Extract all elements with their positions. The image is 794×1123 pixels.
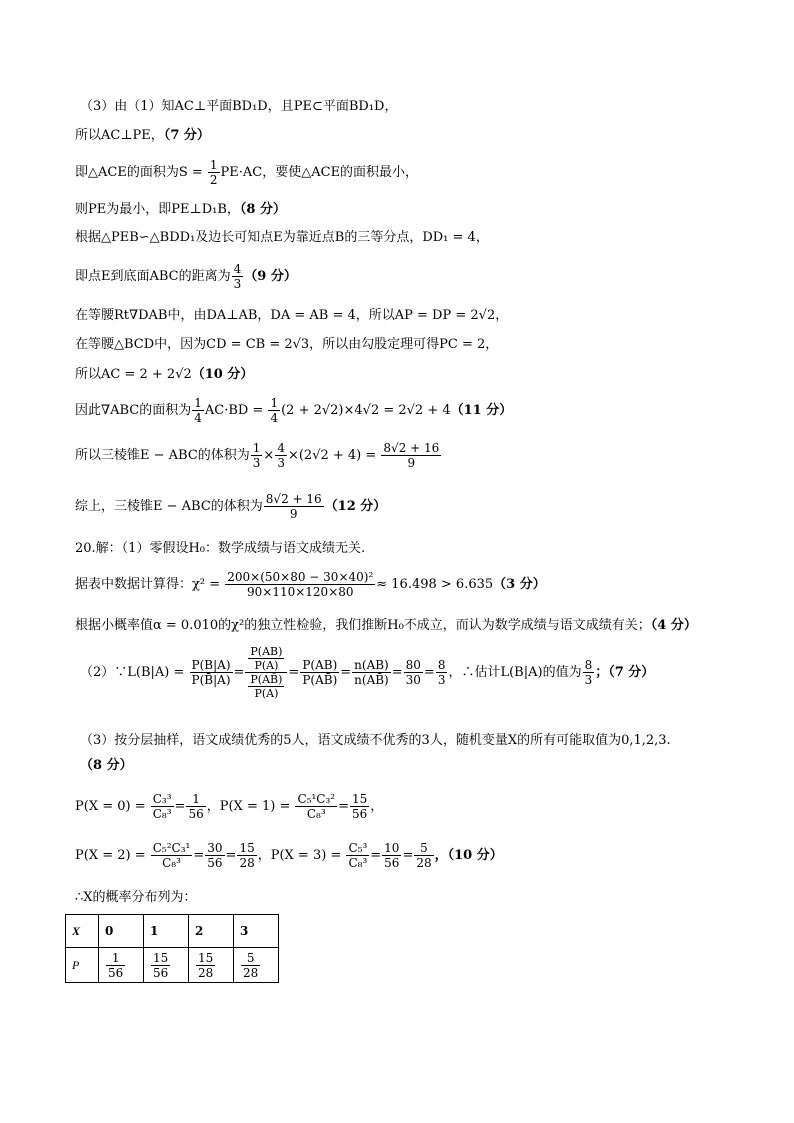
fraction: $\frac{8}{3}$ (584, 658, 593, 687)
line-area-ace: 即△ACE的面积为S = $\frac{1}{2}$ PE·AC，要使△ACE的面积最小， (75, 158, 419, 187)
fraction: $\frac{1}{2}$ (209, 158, 218, 187)
line-part3-premise: （3）由（1）知AC⊥平面BD₁D，且PE⊂平面BD₁D， (80, 99, 398, 114)
fraction: $\frac{30}{56}$ (207, 841, 223, 870)
line-area-abc: 因此∇ABC的面积为 $\frac{1}{4}$ AC·BD = $\frac{1}{4}$ (2 + 2√2)×4√2 = 2√2 + 4（11 分） (75, 396, 513, 425)
line-p-x0-x1: P(X = 0) = $\frac{\text{C₃³}}{\text{C₈³}}$ = $\frac{1}{56}$ ，P(X = 1) = $\frac{\text{C₅¹C₃²}}{\text{C₈³}}$ = $\frac{15}{56}$ ， (75, 792, 384, 821)
line-pe-min: 则PE为最小，即PE⊥D₁B，（8 分） (75, 202, 286, 217)
line-conclusion: 综上，三棱锥E − ABC的体积为 $\frac{8√2 + 16}{9}$ （12 分） (75, 492, 387, 521)
line-distribution-intro: ∴X的概率分布列为： (75, 890, 197, 905)
table-header-cell: 1 (144, 915, 189, 948)
table-header-cell: 2 (189, 915, 234, 948)
fraction: $\frac{15}{28}$ (239, 841, 255, 870)
fraction: $\frac{\text{C₃³}}{\text{C₈³}}$ (152, 792, 172, 821)
fraction: $\frac{10}{56}$ (384, 841, 400, 870)
fraction: $\frac{1}{3}$ (252, 441, 261, 470)
table-header-cell: X (66, 915, 99, 948)
line-similar-triangles: 根据△PEB∽△BDD₁及边长可知点E为靠近点B的三等分点，DD₁ = 4， (75, 230, 489, 245)
compound-fraction: $\frac{\frac{P(AB)}{P(A)}}{\frac{P(AB̄)}{P(A)}}$ (245, 645, 287, 700)
fraction: $\frac{P(AB)}{P(AB̄)}$ (302, 658, 338, 687)
table-header-row (66, 915, 279, 948)
fraction: $\frac{15}{56}$ (351, 792, 368, 821)
line-stratified-sampling: （3）按分层抽样，语文成绩优秀的5人，语文成绩不优秀的3人，随机变量X的所有可能取值为0,1,2,3. (80, 733, 671, 748)
fraction: $\frac{5}{28}$ (416, 841, 432, 870)
line-ac-value: 所以AC = 2 + 2√2（10 分） (75, 367, 254, 382)
line-chi-square: 据表中数据计算得：χ² = $\frac{\text{200×(50×80 − 30×40)²}}{90\times 110\times 120\times 80}$ ≈ 16.498 > 6.635（3 分） (75, 570, 546, 599)
fraction: $\frac{\text{C₅¹C₃²}}{\text{C₈³}}$ (297, 792, 336, 821)
line-volume: 所以三棱锥E − ABC的体积为 $\frac{1}{3}$ × $\frac{4}{3}$ ×(2√2 + 4) = $\frac{8√2 + 16}{9}$ (75, 441, 440, 470)
fraction: $\frac{\text{C₅²C₃¹}}{\text{C₈³}}$ (152, 841, 191, 870)
table-header-cell: 3 (234, 915, 279, 948)
line-bcd: 在等腰△BCD中，因为CD = CB = 2√3，所以由勾股定理可得PC = 2， (75, 337, 499, 352)
line-p-x2-x3: P(X = 2) = $\frac{\text{C₅²C₃¹}}{\text{C₈³}}$ = $\frac{30}{56}$ = $\frac{15}{28}$ ，P(X = 3) = $\frac{\text{C₅³}}{\text{C₈³}}$ = $\frac{10}{56}$ = $\frac{5}{28}$ ，（10 分） (75, 841, 503, 870)
line-independence-test: 根据小概率值α = 0.010的χ²的独立性检验，我们推断H₀不成立，而认为数学成绩与语文成绩有关；（4 分） (75, 618, 697, 633)
line-distance-e: 即点E到底面ABC的距离为 $\frac{4}{3}$ （9 分） (75, 262, 297, 291)
line-score-8: （8 分） (80, 758, 133, 773)
line-rt-dab: 在等腰Rt∇DAB中，由DA⊥AB，DA = AB = 4，所以AP = DP = 2√2， (75, 308, 509, 323)
fraction: $\frac{4}{3}$ (233, 262, 242, 291)
line-ac-perp-pe: 所以AC⊥PE，（7 分） (75, 128, 210, 143)
table-row (66, 948, 279, 983)
fraction: $\frac{\text{C₅³}}{\text{C₈³}}$ (348, 841, 368, 870)
line-q20-hypothesis: 20.解：（1）零假设H₀：数学成绩与语文成绩无关. (75, 541, 366, 556)
fraction: $\frac{4}{3}$ (277, 441, 285, 470)
table-cell: $\frac{1}{56}$ (99, 948, 144, 983)
fraction: $\frac{1}{4}$ (194, 396, 202, 425)
fraction: $\frac{8√2 + 16}{9}$ (265, 492, 322, 521)
table-cell: $\frac{15}{56}$ (144, 948, 189, 983)
probability-distribution-table (65, 914, 279, 983)
fraction: $\frac{\text{200×(50×80 − 30×40)²}}{90\times 110\times 120\times 80}$ (227, 570, 374, 599)
fraction: $\frac{P(B|A)}{P(B̄|A)}$ (191, 658, 231, 687)
fraction: $\frac{1}{4}$ (270, 396, 279, 425)
fraction: $\frac{8}{3}$ (437, 658, 446, 687)
table-cell: $\frac{5}{28}$ (234, 948, 279, 983)
line-likelihood: （2）∵L(B|A) = $\frac{P(B|A)}{P(B̄|A)}$ = $\frac{\frac{P(AB)}{P(A)}}{\frac{P(AB̄)}{P(A)}}$ = $\frac{P(AB)}{P(AB̄)}$ = $\frac{n(AB)}{n(AB̄)}$ = $\frac{80}{30}$ = $\frac{8}{3}$ ，∴估计L(B|A)的值为 $\frac{8}{3}$ ；（7 分） (80, 645, 655, 700)
fraction: $\frac{1}{56}$ (188, 792, 204, 821)
fraction: $\frac{n(AB)}{n(AB̄)}$ (354, 658, 389, 687)
table-row-label: P (66, 948, 99, 983)
fraction: $\frac{80}{30}$ (405, 658, 421, 687)
table-cell: $\frac{15}{28}$ (189, 948, 234, 983)
table-header-cell: 0 (99, 915, 144, 948)
fraction: $\frac{8√2 + 16}{9}$ (383, 441, 440, 470)
